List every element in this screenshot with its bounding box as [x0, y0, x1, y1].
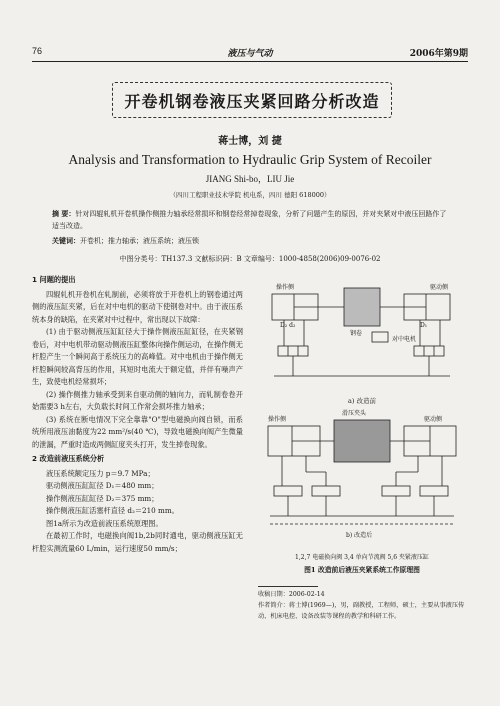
keywords	[52, 236, 448, 246]
valve-3-b	[382, 486, 410, 496]
classification-line: 中图分类号：TH137.3 文献标识码：B 文章编号：1000-4858(2006)09-0076-02	[119, 255, 381, 263]
paragraph: (3) 系统在断电情况下完全靠靠"O"型电磁换向阀自锁，而系统所用液压油黏度为22 mm²/s(40 ℃)，导致电磁换向阀产生微量的泄漏，严重时造成两侧缸度夹头打开，发生掉卷现象。	[32, 414, 243, 449]
figure-legend: 1,2,7 电磁换向阀 3,4 单向节流阀 5,6 夹紧液压缸	[295, 554, 429, 561]
title-en: Analysis and Transformation to Hydraulic Grip System of Recoiler	[68, 152, 432, 167]
param-line: 液压系统额定压力 p＝9.7 MPa；	[46, 468, 155, 478]
running-header	[32, 46, 468, 60]
keywords-text: 开卷机；推力轴承；液压系统；液压锁	[80, 237, 199, 245]
coil-b	[334, 420, 390, 462]
title-box	[112, 82, 392, 118]
page-number: 76	[32, 46, 43, 56]
header-rule	[32, 61, 468, 62]
label-drive-side-b: 驱动侧	[424, 416, 443, 423]
label-operating-side-b: 操作侧	[268, 416, 287, 423]
footnote	[258, 586, 468, 622]
paragraph: 四辊轧机开卷机在轧制前，必须将放于开卷机上的钢卷通过两侧的液压缸夹紧，后在对中电机的驱动下使钢卷对中。由于液压系统本身的缺陷，在夹紧对中过程中，常出现以下故障：	[32, 289, 243, 324]
section-heading-1: 1 问题的提出	[32, 275, 76, 284]
label-d1: D₁	[420, 322, 428, 329]
valve-2-b	[312, 486, 340, 496]
label-coil-a: 钢卷	[350, 330, 363, 337]
paragraph: 在最初工作时，电磁换向阀1b,2b同时通电，驱动侧液压缸无杆腔实测流量60 L/min，运行速度50 mm/s；	[32, 531, 243, 553]
label-operating-side-a: 操作侧	[276, 284, 295, 291]
label-drive-side-a: 驱动侧	[430, 284, 449, 291]
label-d2: D₂ d₂	[280, 322, 296, 329]
author-bio: 作者简介：蒋士博(1969—)，男，副教授，工程师，硕士，主要从事液压传动、机床电控、设备改装等课程的教学和科研工作。	[258, 602, 465, 620]
journal-name: 液压与气动	[227, 49, 273, 59]
title-cn: 开卷机钢卷液压夹紧回路分析改造	[124, 92, 380, 111]
motor-a	[372, 332, 388, 342]
affiliation: （四川工程职业技术学院 机电系，四川 德阳 618000）	[169, 191, 331, 199]
label-clamp-head: 滑压夹头	[342, 410, 367, 417]
param-line: 操作侧液压缸缸径 D₂＝375 mm；	[46, 493, 159, 503]
valve-left-a	[278, 346, 308, 356]
caption-b: b) 改造后	[346, 532, 373, 539]
valve-4-b	[420, 486, 448, 496]
figure-title: 图1 改造前后液压夹紧系统工作原理图	[304, 566, 420, 574]
paragraph: (1) 由于驱动侧液压缸缸径大于操作侧液压缸缸径，在夹紧钢卷后，对中电机带动驱动侧液压缸整体向操作侧运动，在操作侧无杆腔产生一个瞬间高于系统压力的高峰值。对中电机由于操作侧无杆腔瞬间较高背压的作用，其短时电流大于额定值，并伴有噪声产生，致使电机经常损坏；	[32, 327, 243, 386]
authors-en: JIANG Shi-bo，LIU Jie	[205, 174, 295, 184]
abstract-text: 针对四辊轧机开卷机操作侧推力轴承经常损坏和钢卷经常掉卷现象，分析了问题产生的原因，并对夹紧对中液压回路作了适当改造。	[52, 210, 447, 230]
abstract	[52, 208, 448, 232]
valve-1-b	[274, 486, 302, 496]
keywords-label: 关键词：	[52, 236, 80, 245]
caption-a: a) 改造前	[348, 397, 376, 405]
section-heading-2: 2 改造前液压系统分析	[32, 454, 105, 463]
figure-1	[254, 280, 470, 574]
coil-a	[344, 288, 380, 326]
paragraph: (2) 操作侧推力轴承受到来自驱动侧的轴向力，而轧制卷卷开始需要3 h左右，大负载长时间工作常会损坏推力轴承；	[32, 389, 243, 411]
footnote-rule	[258, 586, 318, 587]
label-motor-a: 对中电机	[392, 336, 417, 343]
authors-cn: 蒋士博，刘 捷	[218, 136, 282, 147]
abstract-label: 摘 要：	[52, 209, 76, 218]
left-column	[32, 272, 243, 555]
valve-right-a	[414, 346, 444, 356]
received-date: 收稿日期：2006-02-14	[258, 591, 325, 598]
param-line: 驱动侧液压缸缸径 D₁＝480 mm；	[46, 481, 159, 490]
paragraph: 图1a所示为改造前液压系统原理图。	[46, 518, 163, 528]
issue-label: 2006年第9期	[409, 49, 468, 59]
param-line: 操作侧液压缸活塞杆直径 d₂＝210 mm。	[46, 506, 179, 515]
